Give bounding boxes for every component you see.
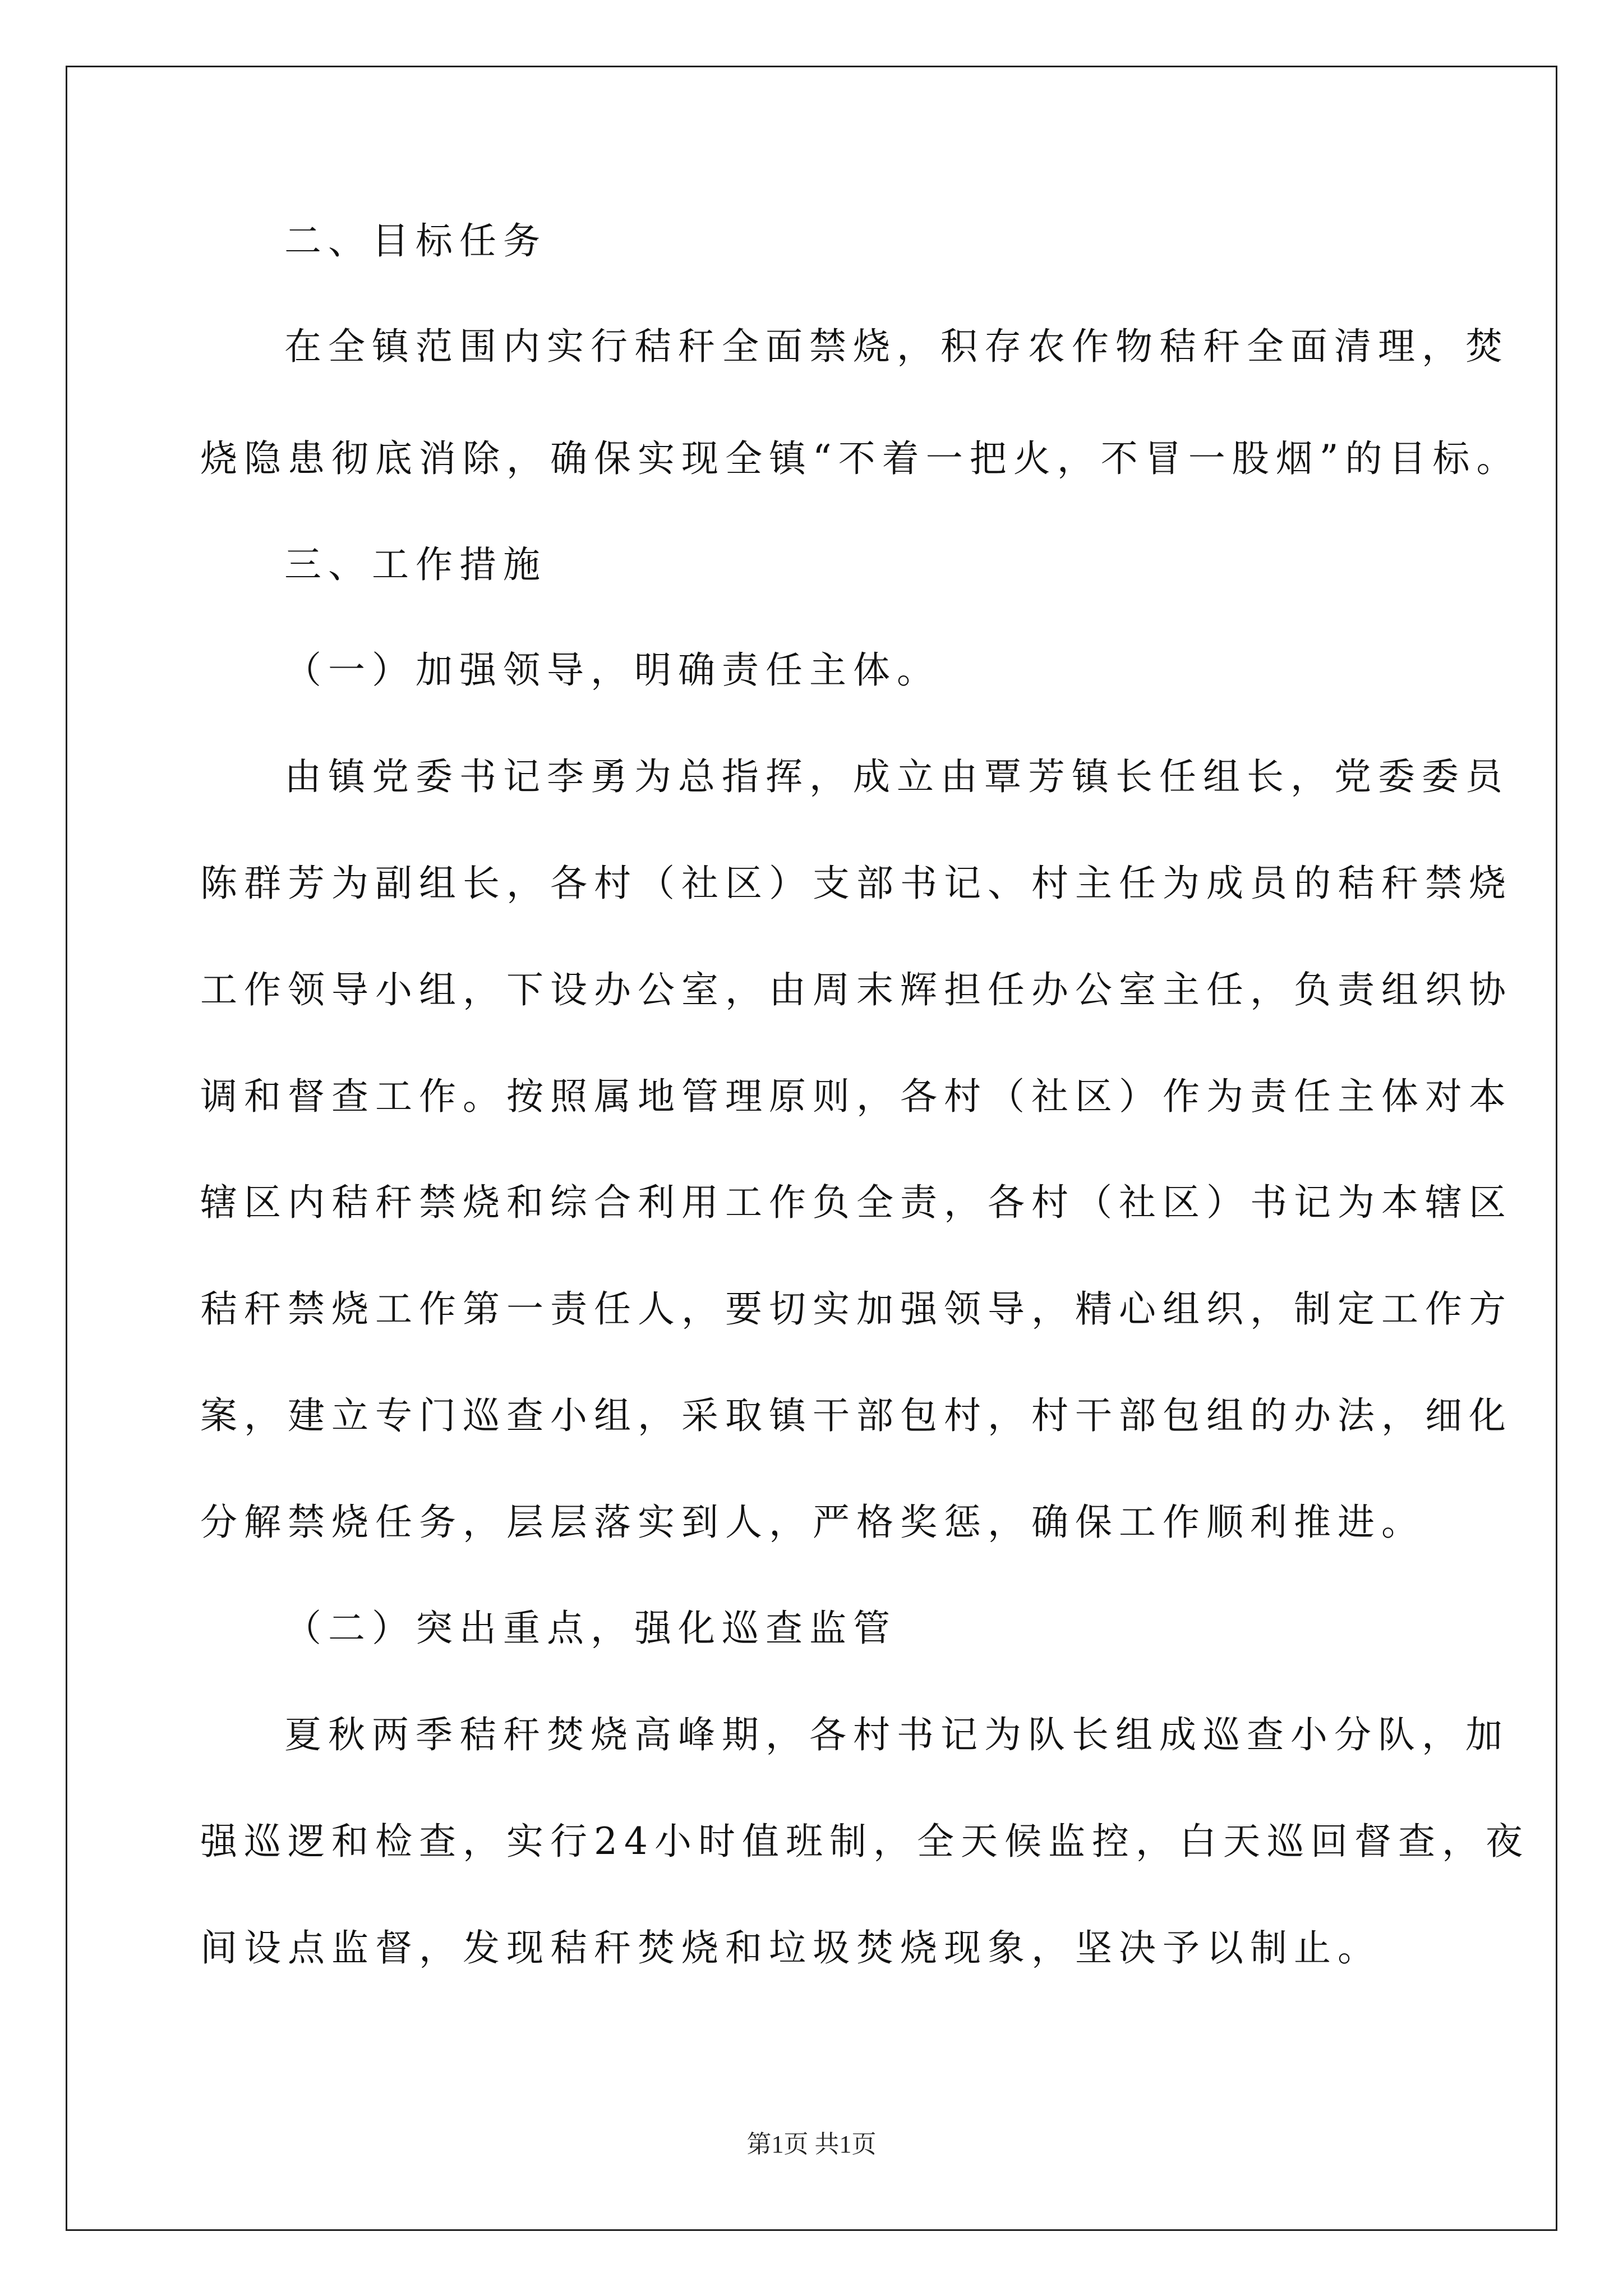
paragraph-line: 辖区内秸秆禁烧和综合利用工作负全责，各村（社区）书记为本辖区	[200, 1181, 1513, 1224]
subsection-heading-patrol: （二）突出重点，强化巡查监管	[284, 1607, 897, 1650]
paragraph-line: 分解禁烧任务，层层落实到人，严格奖惩，确保工作顺利推进。	[200, 1501, 1425, 1544]
page-number-footer: 第1页 共1页	[746, 2131, 877, 2158]
paragraph-line: 间设点监督，发现秸秆焚烧和垃圾焚烧现象，坚决予以制止。	[200, 1926, 1381, 1970]
paragraph-line: 陈群芳为副组长，各村（社区）支部书记、村主任为成员的秸秆禁烧	[200, 862, 1513, 905]
paragraph-line: 秸秆禁烧工作第一责任人，要切实加强领导，精心组织，制定工作方	[200, 1287, 1513, 1331]
subsection-heading-leadership: （一）加强领导，明确责任主体。	[284, 648, 940, 692]
paragraph-line: 烧隐患彻底消除，确保实现全镇“不着一把火，不冒一股烟”的目标。	[200, 437, 1520, 480]
paragraph-line: 强巡逻和检查，实行24小时值班制，全天候监控，白天巡回督查，夜	[200, 1820, 1529, 1863]
paragraph-line: 案，建立专门巡查小组，采取镇干部包村，村干部包组的办法，细化	[200, 1394, 1513, 1437]
paragraph-line: 由镇党委书记李勇为总指挥，成立由覃芳镇长任组长，党委委员	[284, 755, 1509, 798]
paragraph-line: 调和督查工作。按照属地管理原则，各村（社区）作为责任主体对本	[200, 1075, 1513, 1118]
paragraph-line: 在全镇范围内实行秸秆全面禁烧，积存农作物秸秆全面清理，焚	[284, 325, 1509, 368]
section-heading-goals: 二、目标任务	[284, 219, 547, 263]
paragraph-line: 夏秋两季秸秆焚烧高峰期，各村书记为队长组成巡查小分队，加	[284, 1713, 1509, 1756]
section-heading-measures: 三、工作措施	[284, 543, 547, 586]
page-border	[66, 66, 1557, 2231]
paragraph-line: 工作领导小组，下设办公室，由周末辉担任办公室主任，负责组织协	[200, 968, 1513, 1011]
